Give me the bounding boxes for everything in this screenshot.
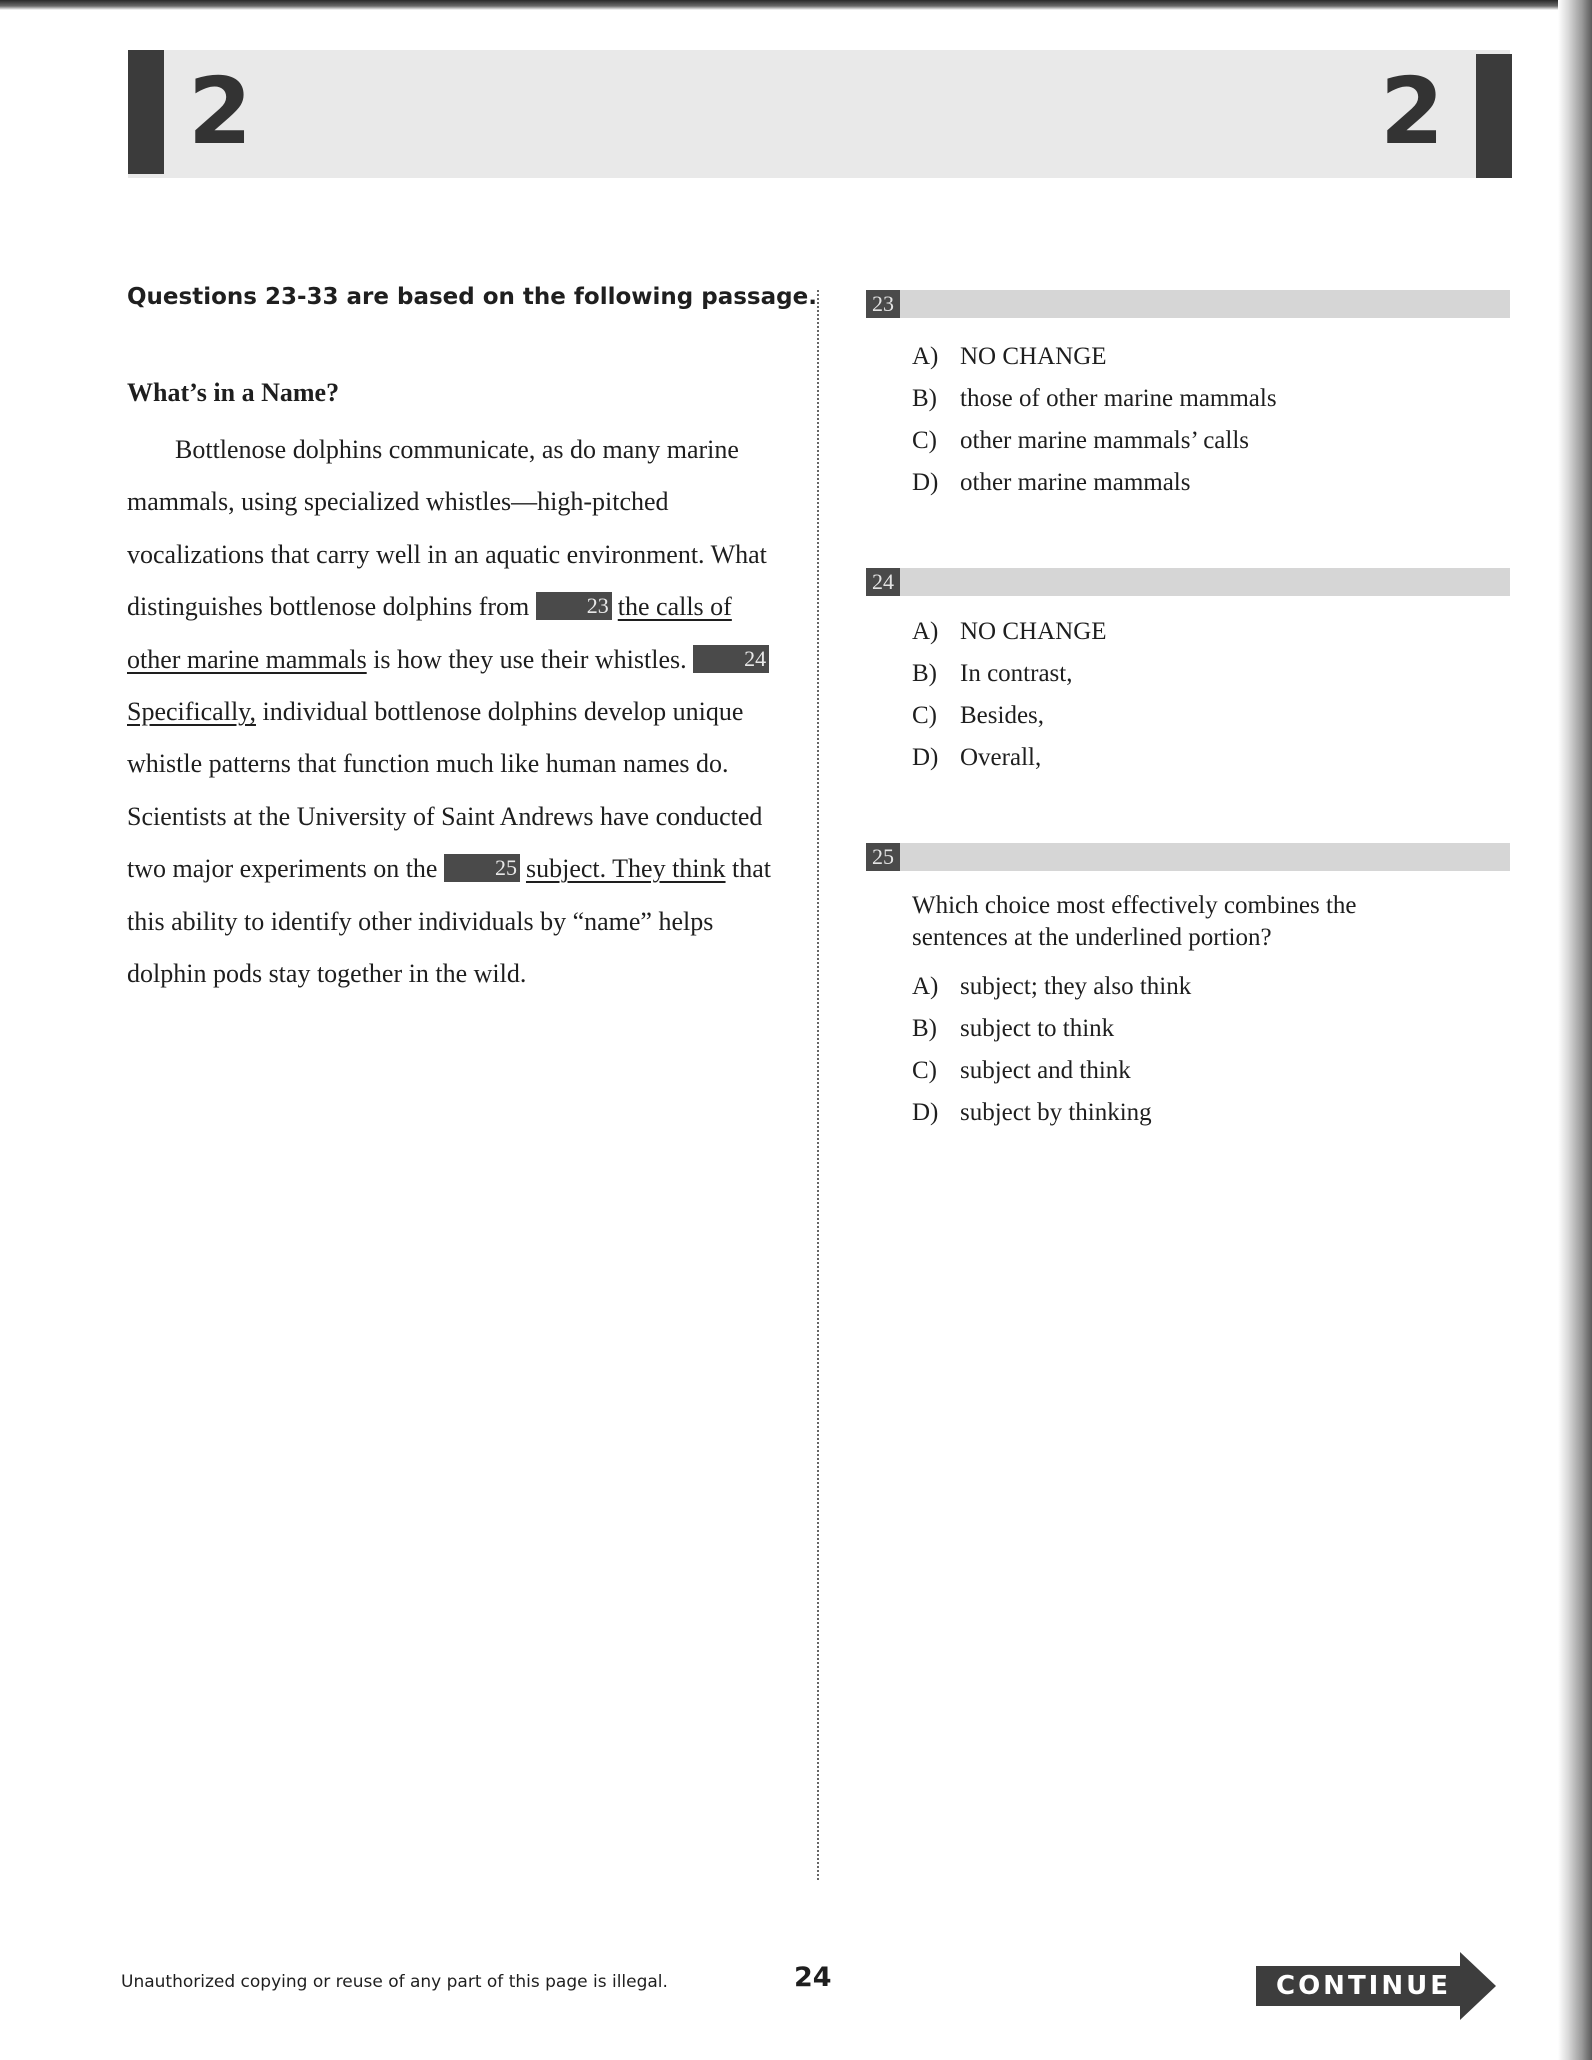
answer-choice-24-b[interactable]: B) In contrast, [912, 660, 1073, 687]
passage-text: is how they use their whistles. [373, 644, 687, 674]
passage-paragraph [127, 424, 777, 1000]
question-number-23: 23 [866, 290, 900, 318]
answer-choice-23-a[interactable]: A) NO CHANGE [912, 343, 1107, 370]
continue-button[interactable] [1256, 1952, 1496, 2020]
answer-choice-25-a[interactable]: A) subject; they also think [912, 973, 1192, 1000]
passage-intro: Questions 23-33 are based on the following passage. [127, 284, 817, 310]
section-number-right: 2 [1380, 58, 1445, 165]
scan-edge-top [0, 0, 1592, 10]
section-header-bar-left [128, 50, 164, 174]
passage-text: Bottlenose dolphins communicate, as do many marine mammals, using specialized whistles—high-pitched vocalizations that carry well in an aquatic environment. What distinguishes bottlenose dolphins from [127, 435, 767, 622]
continue-label: CONTINUE [1276, 1971, 1451, 2001]
page-number: 24 [794, 1962, 832, 1993]
answer-choice-25-c[interactable]: C) subject and think [912, 1057, 1131, 1084]
question-header-24 [866, 568, 1510, 596]
question-header-23 [866, 290, 1510, 318]
answer-choice-25-d[interactable]: D) subject by thinking [912, 1099, 1152, 1126]
answer-choices-23 [912, 336, 1277, 504]
answer-choice-24-a[interactable]: A) NO CHANGE [912, 618, 1107, 645]
question-number-25: 25 [866, 843, 900, 871]
section-number-left: 2 [188, 58, 253, 165]
passage-text: that this ability to identify other individuals by “name” helps dolphin pods stay together in the wild. [127, 854, 772, 989]
question-marker-25[interactable]: 25 [444, 854, 520, 882]
answer-choices-25 [912, 966, 1191, 1134]
column-divider [817, 290, 819, 1880]
question-number-24: 24 [866, 568, 900, 596]
passage-title: What’s in a Name? [127, 378, 340, 407]
answer-choices-24 [912, 611, 1107, 779]
passage-text: individual bottlenose dolphins develop unique whistle patterns that function much like human names do. Scientists at the University of Saint Andrews have conducted two major experiments on the [127, 697, 763, 884]
question-header-25 [866, 843, 1510, 871]
answer-choice-23-b[interactable]: B) those of other marine mammals [912, 385, 1277, 412]
page-binding-edge [1558, 0, 1592, 2060]
passage-body [127, 424, 777, 1000]
section-header-band [128, 50, 1510, 178]
answer-choice-24-c[interactable]: C) Besides, [912, 702, 1045, 729]
answer-choice-24-d[interactable]: D) Overall, [912, 744, 1042, 771]
question-stem-25: Which choice most effectively combines the sentences at the underlined portion? [912, 892, 1357, 951]
underlined-portion-23: the calls of other marine mammals [127, 592, 732, 674]
copyright-notice: Unauthorized copying or reuse of any part of this page is illegal. [121, 1972, 668, 1992]
answer-choice-25-b[interactable]: B) subject to think [912, 1015, 1115, 1042]
question-marker-24[interactable]: 24 [693, 645, 769, 673]
answer-choice-23-d[interactable]: D) other marine mammals [912, 469, 1191, 496]
section-header-bar-right [1476, 54, 1512, 178]
answer-choice-23-c[interactable]: C) other marine mammals’ calls [912, 427, 1250, 454]
underlined-portion-24: Specifically, [127, 697, 256, 727]
underlined-portion-25: subject. They think [525, 854, 726, 884]
question-marker-23[interactable]: 23 [536, 592, 612, 620]
